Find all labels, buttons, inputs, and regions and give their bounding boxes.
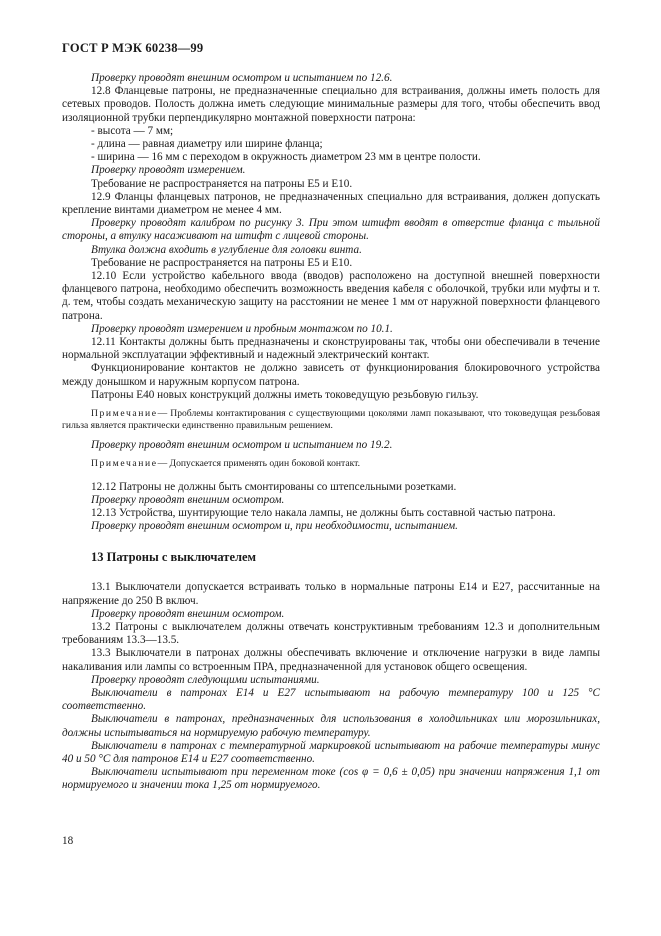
clauses-12-12-to-12-13 — [62, 481, 600, 534]
clause-12-9: 12.9 Фланцы фланцевых патронов, не предназначенных специально для встраивания, должен допускать крепление винтами диаметром не менее 4 мм. — [62, 190, 600, 217]
list-item: - ширина — 16 мм с переходом в окружность диаметром 23 мм в центре полости. — [91, 151, 481, 164]
note-text: — Проблемы контактирования с существующими цоколями ламп показывают, что токоведущая резьбовая гильза является практически единственно правильным решением. — [62, 408, 600, 432]
note-label: Примечание — [91, 458, 158, 470]
note-2 — [62, 458, 600, 470]
note-text: — Допускается применять один боковой контакт. — [157, 458, 360, 470]
paragraph: Проверку проводят калибром по рисунку 3. При этом штифт вводят в отверстие фланца с тыльной стороны, а втулку насаживают на штифт с лицевой стороны. — [62, 217, 600, 243]
clause-12-11: 12.11 Контакты должны быть предназначены и сконструированы так, чтобы они обеспечивали в течение нормальной эксплуатации эффективный и надежный электрический контакт. — [62, 336, 600, 362]
section-13-title: 13 Патроны с выключателем — [91, 550, 257, 565]
paragraph: Выключатели испытывают при переменном токе (cos φ = 0,6 ± 0,05) при значении напряжения 1,1 от нормируемого и значении тока 1,25 от нормируемого. — [62, 766, 600, 792]
paragraph: Проверку проводят измерением. — [91, 164, 246, 177]
clause-12-13: 12.13 Устройства, шунтирующие тело накала лампы, не должны быть составной частью патрона. — [91, 506, 556, 519]
section-13-body — [62, 581, 600, 792]
paragraph: Проверку проводят внешним осмотром. — [91, 493, 285, 506]
clause-13-3: 13.3 Выключатели в патронах должны обеспечивать включение и отключение нагрузки в виде лампы накаливания или лампы со встроенным ПРА, предназначенной для установок общего освещения. — [62, 647, 600, 673]
note-1 — [62, 408, 600, 433]
paragraph: Функционирование контактов не должно зависеть от функционирования блокировочного устройства между донышком и наружным корпусом патрона. — [62, 362, 600, 388]
paragraph: Патроны Е40 новых конструкций должны иметь токоведущую резьбовую гильзу. — [91, 388, 479, 401]
page-header: ГОСТ Р МЭК 60238—99 — [62, 41, 204, 55]
document-page — [62, 40, 600, 793]
clause-13-1: 13.1 Выключатели допускается встраивать только в нормальные патроны Е14 и Е27, рассчитанные на напряжение до 250 В включ. — [62, 581, 600, 607]
paragraph: Требование не распространяется на патроны Е5 и Е10. — [91, 177, 353, 190]
paragraph: Проверку проводят внешним осмотром и испытанием по 19.2. — [91, 438, 393, 451]
clause-12-12: 12.12 Патроны не должны быть смонтированы со штепсельными розетками. — [91, 480, 457, 493]
paragraph: Выключатели в патронах Е14 и Е27 испытывают на рабочую температуру 100 и 125 °С соответственно. — [62, 686, 600, 713]
paragraph: Проверку проводят внешним осмотром и, при необходимости, испытанием. — [91, 520, 458, 533]
paragraph: Втулка должна входить в углубление для головки винта. — [91, 243, 362, 256]
note-label: Примечание — [91, 408, 158, 420]
clauses-12-8-to-12-11 — [62, 72, 600, 402]
clause-12-8: 12.8 Фланцевые патроны, не предназначенные специально для встраивания, должны иметь полость для сетевых проводов. Полость должна иметь следующие минимальные размеры для того, чтобы обеспечить ввод изоляционной трубки перпендикулярно монтажной поверхности патрона: — [62, 85, 600, 124]
list-item: - высота — 7 мм; — [91, 124, 174, 137]
paragraph: Проверку проводят внешним осмотром и испытанием по 12.6. — [91, 72, 393, 84]
paragraph: Проверку проводят внешним осмотром. — [91, 607, 285, 620]
paragraph: Выключатели в патронах с температурной маркировкой испытывают на рабочие температуры минус 40 и 50 °С для патронов Е14 и Е27 соответственно. — [62, 739, 600, 765]
paragraph: Проверку проводят следующими испытаниями. — [91, 673, 320, 686]
list-item: - длина — равная диаметру или ширине фланца; — [91, 138, 323, 151]
paragraph: Проверку проводят измерением и пробным монтажом по 10.1. — [91, 322, 393, 335]
clause-13-2: 13.2 Патроны с выключателем должны отвечать конструктивным требованиям 12.3 и дополнительным требованиям 13.3—13.5. — [62, 620, 600, 647]
page-number: 18 — [62, 835, 74, 847]
paragraph: Выключатели в патронах, предназначенных для использования в холодильниках или морозильниках, должны испытываться на нормируемую рабочую температуру. — [62, 713, 600, 739]
paragraph: Требование не распространяется на патроны Е5 и Е10. — [91, 256, 353, 269]
clause-12-10: 12.10 Если устройство кабельного ввода (вводов) расположено на доступной внешней поверхности фланцевого патрона, необходимо обеспечить возможность введения кабеля с оболочкой, трубки или муфты и т. д. тем, чтобы создать механическую защиту на расстоянии не менее 1 мм от наружной поверхности фланцевого патрона. — [62, 270, 600, 322]
